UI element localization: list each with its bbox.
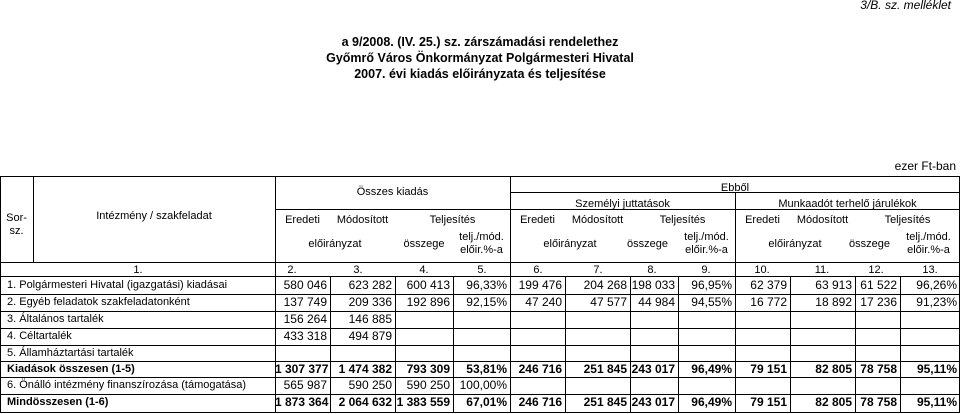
table-cell: 82 805	[815, 395, 852, 409]
table-cell: 79 151	[750, 362, 787, 376]
table-cell: 494 879	[348, 329, 392, 343]
table-cell: 1 307 377	[275, 362, 329, 376]
table-cell: 565 987	[283, 378, 327, 392]
column-number: 3.	[353, 264, 363, 276]
column-number: 9.	[701, 264, 711, 276]
table-cell: 62 379	[750, 278, 787, 292]
header-munkaado: Munkaadót terhelő járulékok	[778, 198, 917, 210]
table-cell: 96,49%	[691, 362, 732, 376]
annex-label: 3/B. sz. melléklet	[860, 0, 951, 12]
table-cell: 95,11%	[916, 395, 957, 409]
header-ebbol: Ebből	[720, 182, 750, 194]
table-cell: 92,15%	[466, 295, 507, 309]
header-eloiranyzat-2: előirányzat	[543, 238, 597, 250]
table-cell: 1 474 382	[338, 362, 392, 376]
table-cell: 78 758	[860, 395, 897, 409]
table-cell: 246 716	[518, 395, 562, 409]
table-cell: 16 772	[750, 295, 787, 309]
table-cell: 18 892	[815, 295, 852, 309]
column-number: 6.	[533, 264, 543, 276]
table-cell: 793 309	[406, 362, 450, 376]
header-modositott-3: Módosított	[796, 214, 849, 226]
header-osszege-2: összege	[627, 238, 668, 250]
table-cell: 78 758	[860, 362, 897, 376]
column-number: 11.	[814, 264, 830, 276]
header-eredeti-2: Eredeti	[520, 214, 555, 226]
table-cell: 1 383 559	[396, 395, 450, 409]
header-teljmod-3b: előir.%-a	[907, 244, 950, 256]
table-cell: 580 046	[283, 278, 327, 292]
column-number: 10.	[754, 264, 770, 276]
header-teljmod-2a: telj./mód.	[684, 231, 729, 243]
table-cell: 246 716	[518, 362, 562, 376]
header-teljmod-1a: telj./mód.	[459, 231, 504, 243]
table-cell: 192 896	[406, 295, 450, 309]
row-label: Kiadások összesen (1-5)	[7, 363, 135, 375]
header-osszege-3: összege	[849, 238, 890, 250]
table-cell: 156 264	[283, 312, 327, 326]
table-cell: 96,33%	[466, 278, 507, 292]
unit-label: ezer Ft-ban	[894, 159, 956, 173]
table-cell: 2 064 632	[338, 395, 392, 409]
table-cell: 209 336	[348, 295, 392, 309]
column-number: 7.	[593, 264, 603, 276]
column-number: 2.	[287, 264, 297, 276]
column-number: 5.	[477, 264, 487, 276]
header-teljmod-1b: előir.%-a	[460, 244, 503, 256]
table-cell: 243 017	[631, 362, 675, 376]
header-szemelyi: Személyi juttatások	[575, 198, 670, 210]
header-modositott-2: Módosított	[571, 214, 624, 226]
header-teljesites-2: Teljesítés	[659, 214, 706, 226]
header-osszege-1: összege	[403, 238, 445, 250]
header-eloiranyzat-1: előirányzat	[308, 238, 362, 250]
header-modositott-1: Módosított	[336, 214, 389, 226]
table-cell: 100,00%	[459, 378, 507, 392]
column-number: 8.	[647, 264, 657, 276]
header-osszes-kiadas: Összes kiadás	[356, 186, 429, 198]
title-line-2: Győmrő Város Önkormányzat Polgármesteri Hivatal	[326, 51, 634, 65]
table-cell: 199 476	[518, 278, 562, 292]
table-cell: 137 749	[283, 295, 327, 309]
row-label: 1. Polgármesteri Hivatal (igazgatási) kiadásai	[7, 279, 228, 291]
title-line-1: a 9/2008. (IV. 25.) sz. zárszámadási rendelethez	[341, 35, 619, 49]
table-cell: 251 845	[583, 395, 627, 409]
row-label: 3. Általános tartalék	[7, 313, 104, 325]
row-divider	[0, 345, 960, 346]
column-number: 13.	[922, 264, 938, 276]
column-number: 12.	[868, 264, 884, 276]
table-cell: 91,23%	[916, 295, 957, 309]
table-cell: 590 250	[406, 378, 450, 392]
header-sz: sz.	[9, 225, 24, 237]
header-teljesites-1: Teljesítés	[429, 214, 476, 226]
table-cell: 47 240	[525, 295, 562, 309]
header-teljmod-3a: telj./mód.	[906, 231, 951, 243]
header-eredeti-3: Eredeti	[745, 214, 780, 226]
table-cell: 63 913	[815, 278, 852, 292]
header-sor: Sor-	[6, 212, 27, 224]
row-label: 4. Céltartalék	[7, 330, 72, 342]
table-cell: 198 033	[631, 278, 675, 292]
table-cell: 44 984	[638, 295, 675, 309]
title-line-3: 2007. évi kiadás előirányzata és teljesítése	[354, 67, 606, 81]
table-cell: 96,49%	[691, 395, 732, 409]
header-eredeti-1: Eredeti	[285, 214, 320, 226]
table-cell: 600 413	[406, 278, 450, 292]
row-label: Mindösszesen (1-6)	[7, 396, 109, 408]
table-cell: 433 318	[283, 329, 327, 343]
table-cell: 67,01%	[466, 395, 507, 409]
row-label: 6. Önálló intézmény finanszírozása (támogatása)	[7, 379, 247, 391]
table-cell: 243 017	[631, 395, 675, 409]
table-cell: 146 885	[348, 312, 392, 326]
table-cell: 95,11%	[916, 362, 957, 376]
table-cell: 94,55%	[691, 295, 732, 309]
header-intezmeny: Intézmény / szakfeladat	[96, 210, 212, 222]
header-teljmod-2b: előir.%-a	[685, 244, 728, 256]
table-cell: 53,81%	[466, 362, 507, 376]
table-cell: 17 236	[860, 295, 897, 309]
table-cell: 251 845	[583, 362, 627, 376]
row-divider	[0, 311, 960, 312]
table-cell: 96,95%	[691, 278, 732, 292]
table-cell: 96,26%	[916, 278, 957, 292]
table-cell: 61 522	[860, 278, 897, 292]
table-cell: 1 873 364	[275, 395, 329, 409]
table-cell: 47 577	[590, 295, 627, 309]
table-cell: 623 282	[348, 278, 392, 292]
column-number: 1.	[133, 264, 143, 276]
table-cell: 590 250	[348, 378, 392, 392]
header-teljesites-3: Teljesítés	[884, 214, 931, 226]
row-label: 2. Egyéb feladatok szakfeladatonként	[7, 296, 190, 308]
column-number: 4.	[419, 264, 429, 276]
table-cell: 82 805	[815, 362, 852, 376]
row-label: 5. Államháztartási tartalék	[7, 347, 134, 359]
header-eloiranyzat-3: előirányzat	[768, 238, 822, 250]
row-divider	[0, 328, 960, 329]
table-cell: 79 151	[750, 395, 787, 409]
table-cell: 204 268	[583, 278, 627, 292]
